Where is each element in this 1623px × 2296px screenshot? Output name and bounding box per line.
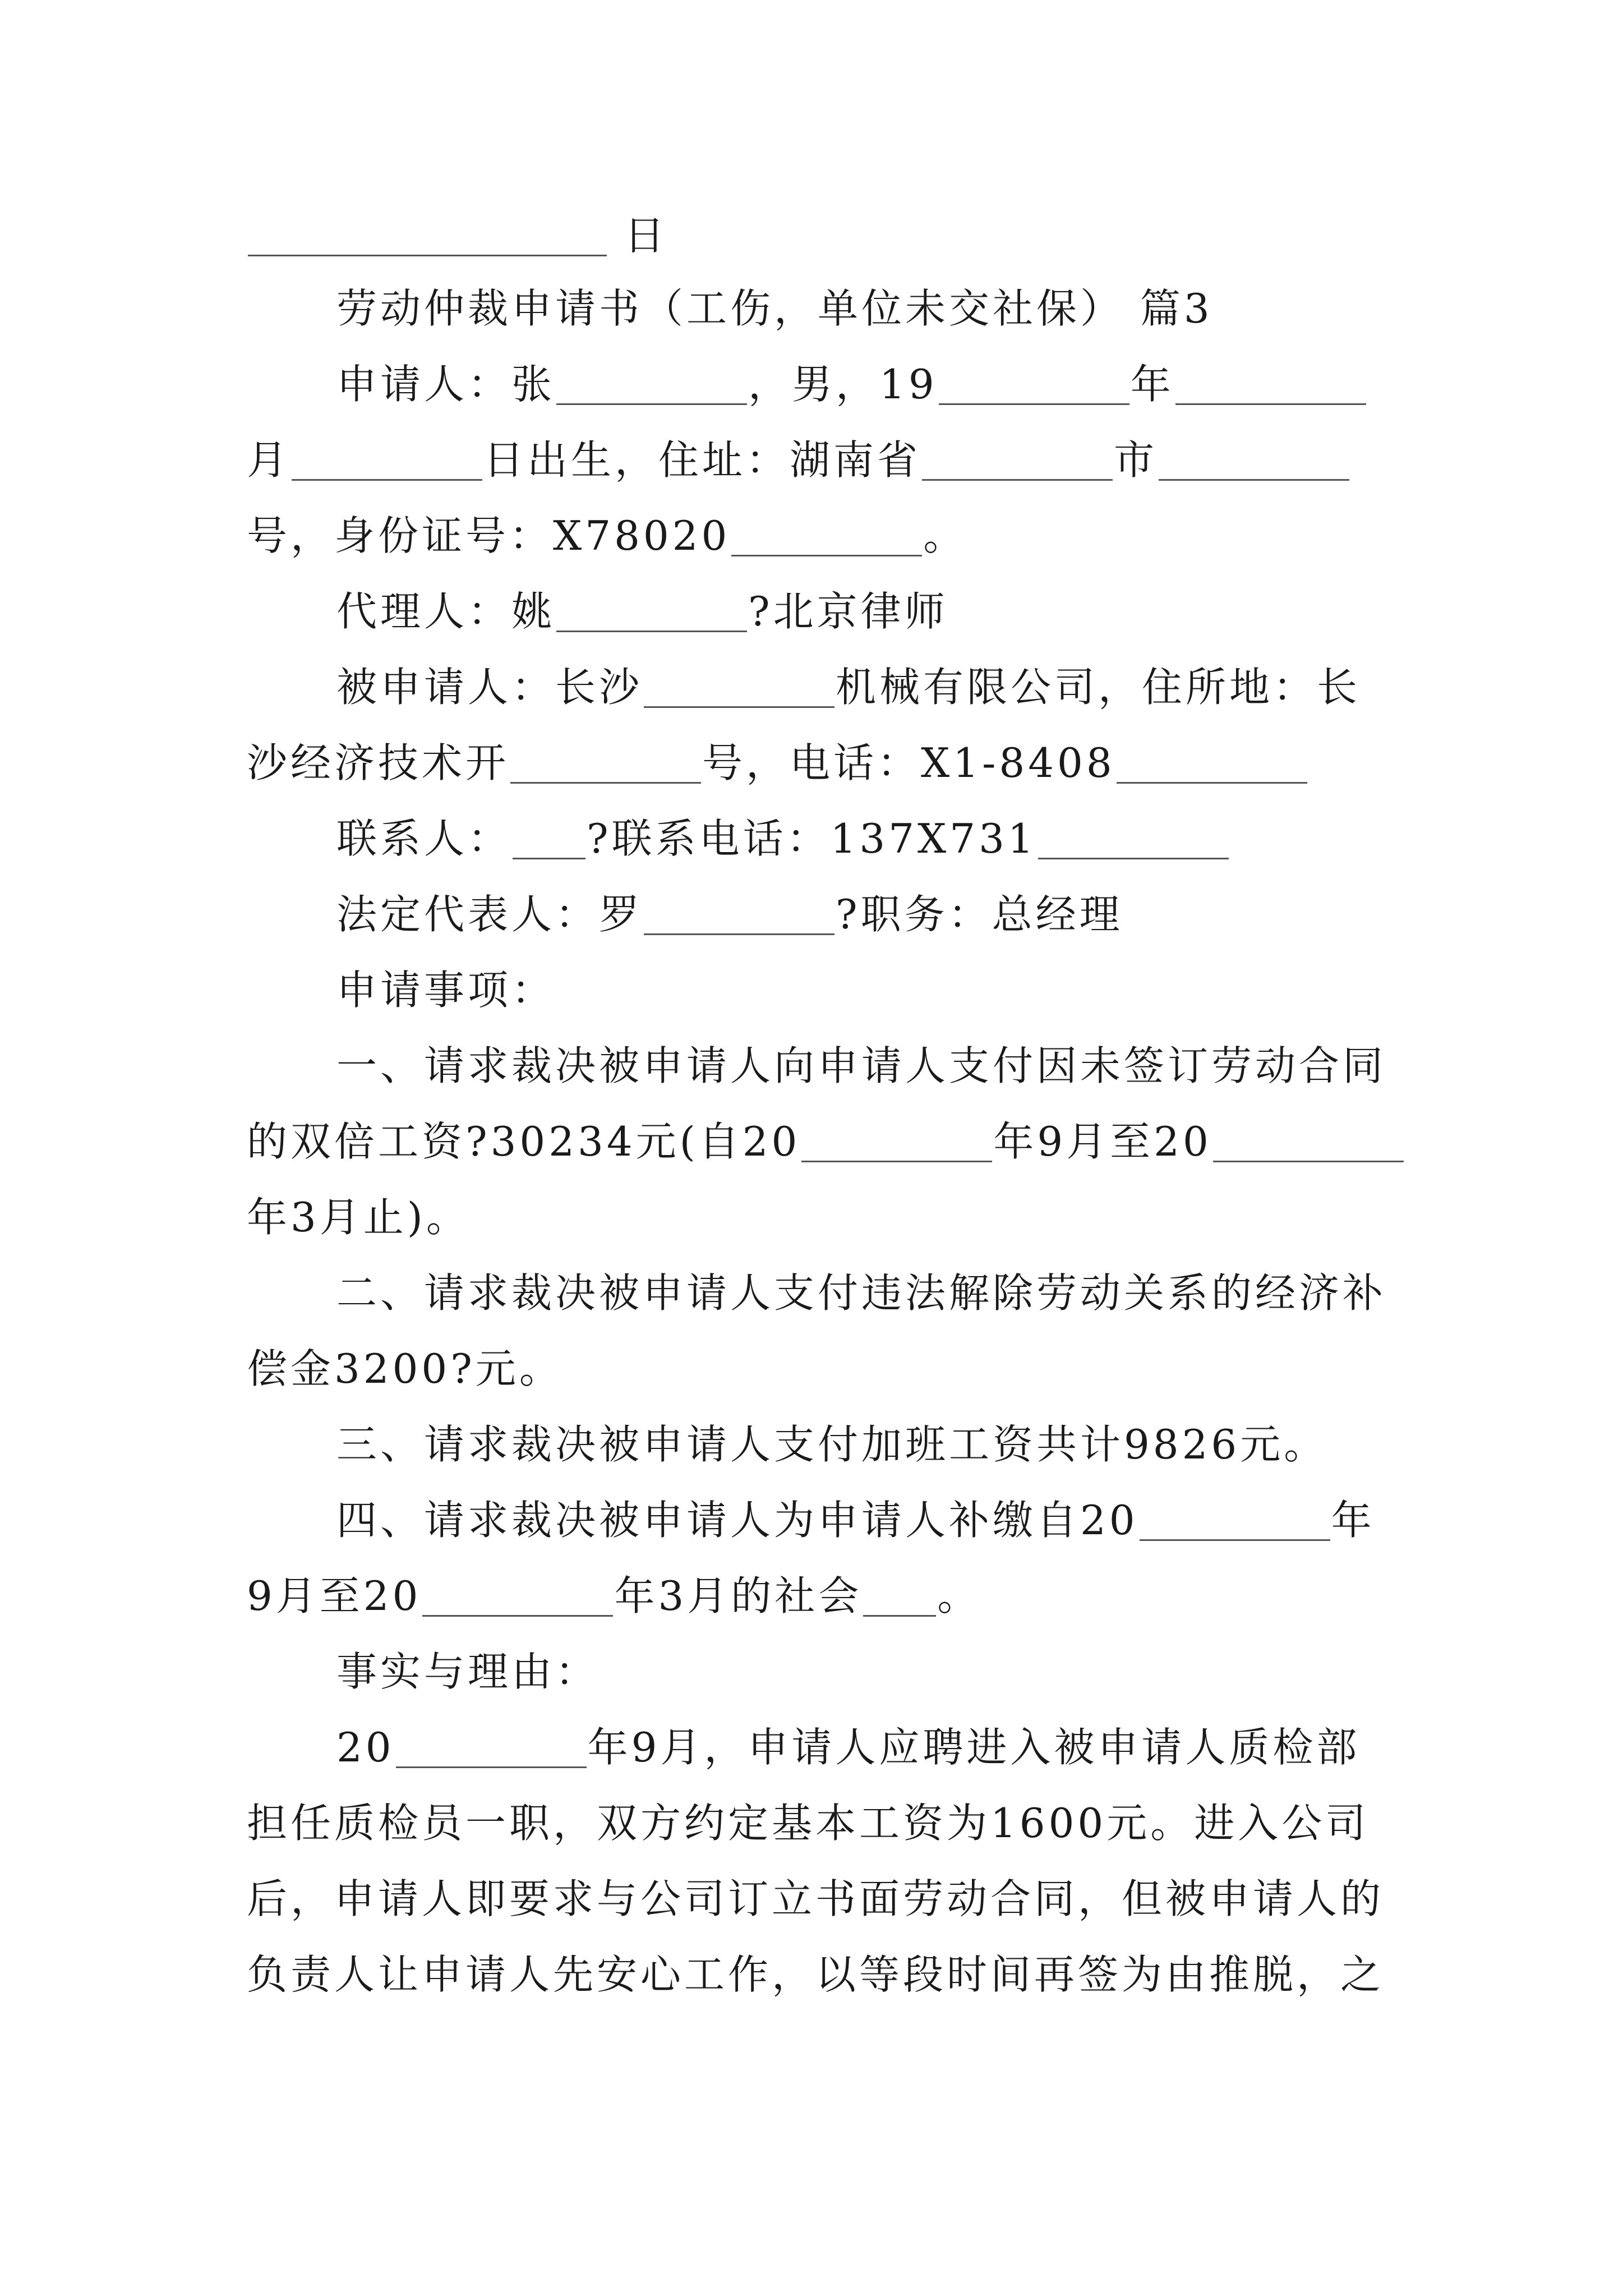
heading-text: 事实与理由： — [336, 1648, 600, 1695]
text-run: 申请人：张 — [336, 361, 556, 408]
text-run: 日 — [624, 212, 668, 259]
claims-heading — [336, 951, 1481, 1029]
blank-line — [513, 858, 585, 859]
text-run: 。 — [923, 512, 967, 559]
text-run: ，男，19 — [748, 361, 938, 408]
claim-3-line — [336, 1405, 1481, 1484]
facts-line-1 — [336, 1708, 1481, 1787]
text-run: 日出生，住址：湖南省 — [483, 436, 921, 484]
blank-line — [396, 1766, 587, 1768]
claim-4-line-1 — [336, 1481, 1481, 1559]
applicant-line-2 — [247, 421, 1391, 499]
blank-line — [1117, 782, 1307, 784]
blank-line — [1213, 1161, 1404, 1162]
blank-line — [1140, 1539, 1330, 1541]
text-run: 法定代表人：罗 — [336, 891, 643, 938]
text-run: 年9月，申请人应聘进入被申请人质检部 — [587, 1724, 1361, 1771]
text-run: 联系人： — [336, 815, 512, 862]
claim-1-line-2 — [247, 1102, 1391, 1181]
text-run: 代理人：姚 — [336, 588, 556, 635]
text-run: 沙经济技术开 — [247, 739, 510, 786]
title-text: 劳动仲裁申请书（工伤，单位未交社保） — [336, 285, 1124, 332]
text-run: 四、请求裁决被申请人为申请人补缴自20 — [336, 1497, 1138, 1544]
applicant-line-3 — [247, 496, 1391, 575]
facts-line-3 — [247, 1860, 1391, 1938]
blank-line — [1159, 479, 1349, 481]
agent-line — [336, 572, 1481, 651]
text-run: 三、请求裁决被申请人支付加班工资共计9826元。 — [336, 1421, 1328, 1468]
claim-1-line-1 — [336, 1027, 1481, 1105]
heading-text: 申请事项： — [336, 967, 556, 1014]
section-title — [336, 269, 1481, 348]
blank-line — [422, 1615, 613, 1617]
text-run: 20 — [336, 1724, 395, 1771]
legal-rep-line — [336, 875, 1481, 954]
text-run: 二、请求裁决被申请人支付违法解除劳动关系的经济补 — [336, 1269, 1387, 1317]
text-run: 9月至20 — [247, 1572, 422, 1619]
facts-heading — [336, 1632, 1481, 1711]
text-run: 担任质检员一职，双方约定基本工资为1600元。进入公司 — [247, 1800, 1370, 1847]
blank-line — [556, 403, 747, 405]
text-run: 号，身份证号：X78020 — [247, 512, 731, 559]
blank-line — [863, 1615, 936, 1617]
claim-1-line-3 — [247, 1178, 1391, 1257]
section-number: 篇3 — [1140, 285, 1213, 332]
text-run: 负责人让申请人先安心工作，以等段时间再签为由推脱，之 — [247, 1951, 1385, 1998]
facts-line-2 — [247, 1784, 1391, 1862]
text-run: 机械有限公司，住所地：长 — [836, 664, 1361, 711]
text-run: 年9月至20 — [993, 1118, 1212, 1165]
claim-4-line-2 — [247, 1557, 1391, 1635]
text-run: 一、请求裁决被申请人向申请人支付因未签订劳动合同 — [336, 1042, 1387, 1089]
applicant-line — [336, 345, 1481, 424]
blank-line — [644, 706, 834, 708]
claim-2-line-1 — [336, 1254, 1481, 1332]
blank-line — [1175, 403, 1366, 405]
blank-line — [1038, 858, 1229, 859]
blank-line — [292, 479, 482, 481]
date-line — [247, 196, 1391, 275]
blank-line — [922, 479, 1113, 481]
text-run: 被申请人：长沙 — [336, 664, 643, 711]
text-run: 年3月的社会 — [614, 1572, 863, 1619]
text-run: 。 — [937, 1572, 981, 1619]
text-run: 市 — [1114, 436, 1158, 484]
claim-2-line-2 — [247, 1329, 1391, 1408]
text-run: ?联系电话：137X731 — [587, 815, 1037, 862]
blank-line — [510, 782, 701, 784]
text-run: 年 — [1331, 1497, 1375, 1544]
blank-line — [801, 1161, 992, 1162]
respondent-line — [336, 648, 1481, 726]
blank-line — [939, 403, 1129, 405]
text-run: 后，申请人即要求与公司订立书面劳动合同，但被申请人的 — [247, 1875, 1385, 1922]
text-run: 号，电话：X1-8408 — [702, 739, 1115, 786]
text-run: ?北京律师 — [748, 588, 948, 635]
blank-line — [556, 631, 747, 632]
blank-line — [731, 555, 922, 556]
text-run: 偿金3200?元。 — [247, 1345, 563, 1392]
text-run: 年 — [1130, 361, 1174, 408]
text-run: 年3月止)。 — [247, 1194, 470, 1241]
contact-line — [336, 799, 1481, 878]
text-run: ?职务：总经理 — [836, 891, 1123, 938]
facts-line-4 — [247, 1935, 1391, 2014]
blank-line — [644, 933, 834, 935]
respondent-line-2 — [247, 724, 1391, 802]
blank-line — [248, 255, 607, 256]
text-run: 月 — [247, 436, 291, 484]
text-run: 的双倍工资?30234元(自20 — [247, 1118, 801, 1165]
